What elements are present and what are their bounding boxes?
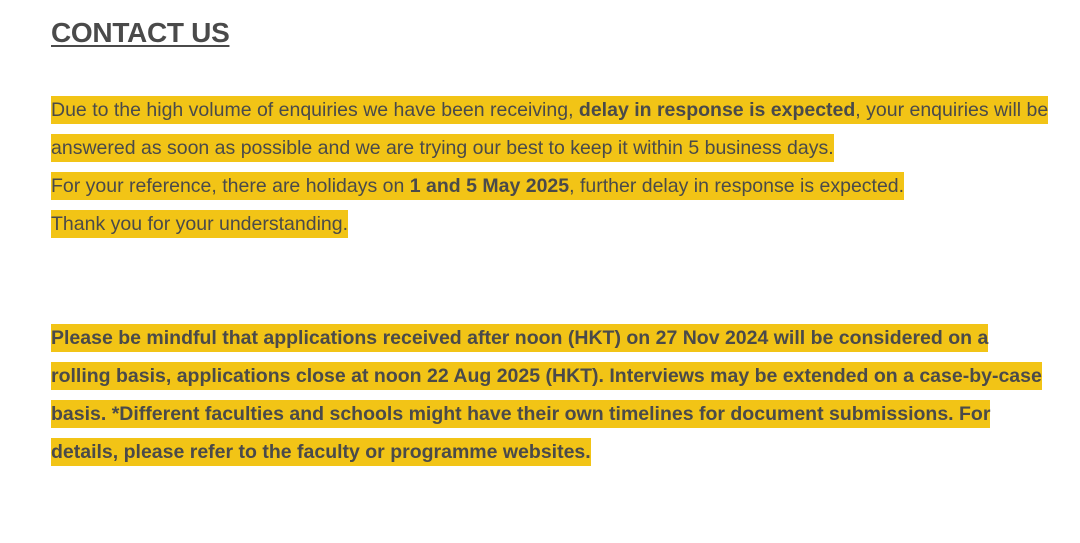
page-title: CONTACT US <box>51 17 230 48</box>
notice-bold-delay: delay in response is expected <box>578 99 856 121</box>
thanks-text: Thank you for your understanding. <box>51 210 348 238</box>
response-delay-notice <box>51 91 1051 243</box>
highlight-notice <box>51 96 1048 162</box>
deadline-text: Please be mindful that applications received after noon (HKT) on 27 Nov 2024 will be considered on a rolling basis, applications close at noon 22 Aug 2025 (HKT). Interviews may be extended on a case-by-case basis. *Different faculties and schools might have their own timelines for document submissions. For details, please refer to the faculty or programme websites. <box>51 324 1042 466</box>
holiday-text-1: For your reference, there are holidays on <box>51 175 410 197</box>
notice-text-2: , your enquiries will be answered as soon as possible and we are trying our best to keep it within 5 business days. <box>51 99 1049 159</box>
application-deadline-notice <box>51 319 1051 471</box>
holiday-dates: 1 and 5 May 2025 <box>409 175 570 197</box>
notice-text-1: Due to the high volume of enquiries we have been receiving, <box>51 99 579 121</box>
highlight-holidays <box>51 172 904 200</box>
holiday-text-2: , further delay in response is expected. <box>569 175 905 197</box>
